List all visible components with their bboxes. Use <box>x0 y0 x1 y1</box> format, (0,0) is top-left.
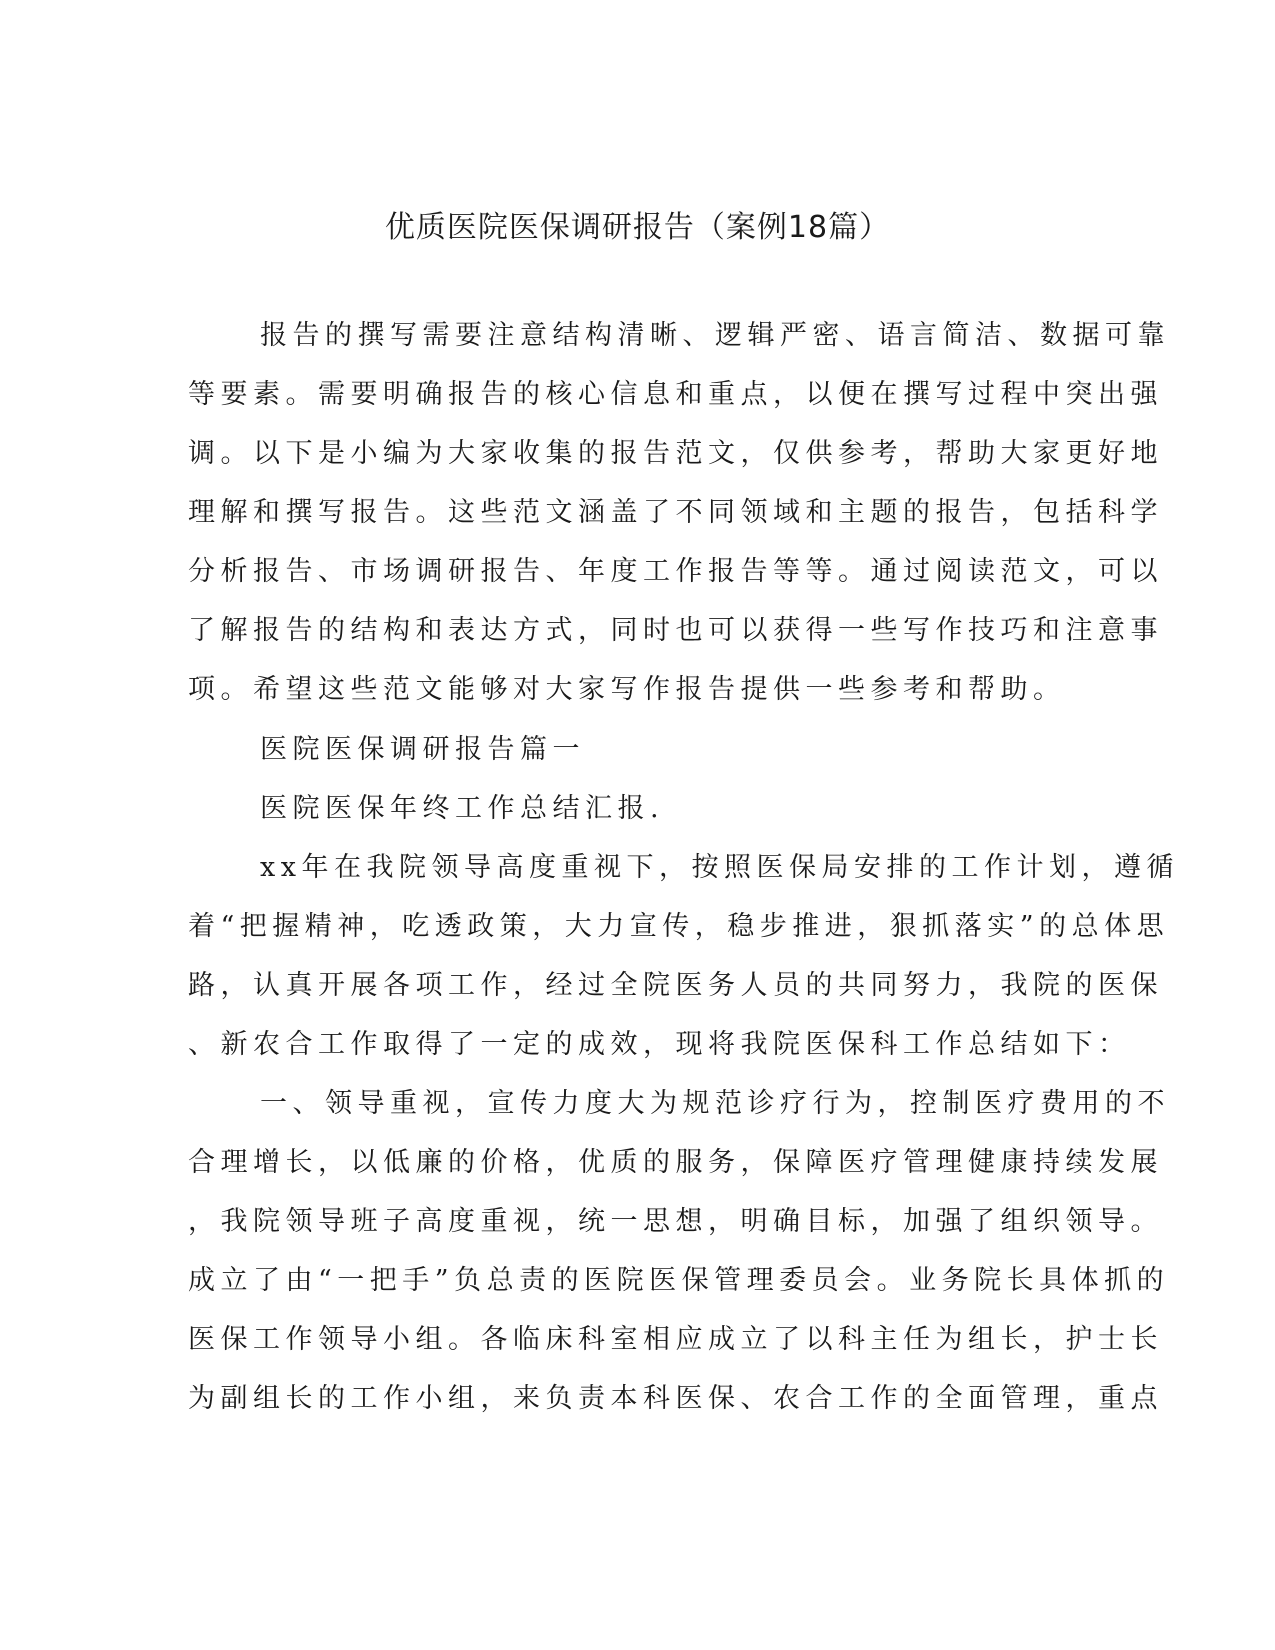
paragraph-line: 医保工作领导小组。各临床科室相应成立了以科主任为组长，护士长 <box>188 1324 1163 1355</box>
paragraph-line: 一、领导重视，宣传力度大为规范诊疗行为，控制医疗费用的不 <box>260 1088 1170 1119</box>
paragraph-line: 为副组长的工作小组，来负责本科医保、农合工作的全面管理，重点 <box>188 1383 1163 1414</box>
paragraph-line: 、新农合工作取得了一定的成效，现将我院医保科工作总结如下： <box>188 1029 1131 1060</box>
paragraph-line: 合理增长，以低廉的价格，优质的服务，保障医疗管理健康持续发展 <box>188 1147 1163 1178</box>
document-title: 优质医院医保调研报告（案例18篇） <box>384 210 891 245</box>
paragraph-line: 成立了由“一把手”负总责的医院医保管理委员会。业务院长具体抓的 <box>188 1265 1170 1296</box>
section-heading: 医院医保调研报告篇一 <box>260 734 585 765</box>
paragraph-line: 路，认真开展各项工作，经过全院医务人员的共同努力，我院的医保 <box>188 970 1163 1001</box>
paragraph-line: 调。以下是小编为大家收集的报告范文，仅供参考，帮助大家更好地 <box>188 438 1163 469</box>
paragraph-line: xx年在我院领导高度重视下，按照医保局安排的工作计划，遵循 <box>260 852 1179 883</box>
paragraph-line: 项。希望这些范文能够对大家写作报告提供一些参考和帮助。 <box>188 674 1066 705</box>
paragraph-line: 了解报告的结构和表达方式，同时也可以获得一些写作技巧和注意事 <box>188 615 1163 646</box>
paragraph-line: 分析报告、市场调研报告、年度工作报告等等。通过阅读范文，可以 <box>188 556 1163 587</box>
paragraph-line: 报告的撰写需要注意结构清晰、逻辑严密、语言简洁、数据可靠 <box>260 320 1170 351</box>
section-subheading: 医院医保年终工作总结汇报. <box>260 793 665 824</box>
paragraph-line: 等要素。需要明确报告的核心信息和重点，以便在撰写过程中突出强 <box>188 379 1163 410</box>
paragraph-line: 着“把握精神，吃透政策，大力宣传，稳步推进，狠抓落实”的总体思 <box>188 911 1170 942</box>
paragraph-line: 理解和撰写报告。这些范文涵盖了不同领域和主题的报告，包括科学 <box>188 497 1163 528</box>
paragraph-line: ，我院领导班子高度重视，统一思想，明确目标，加强了组织领导。 <box>188 1206 1163 1237</box>
